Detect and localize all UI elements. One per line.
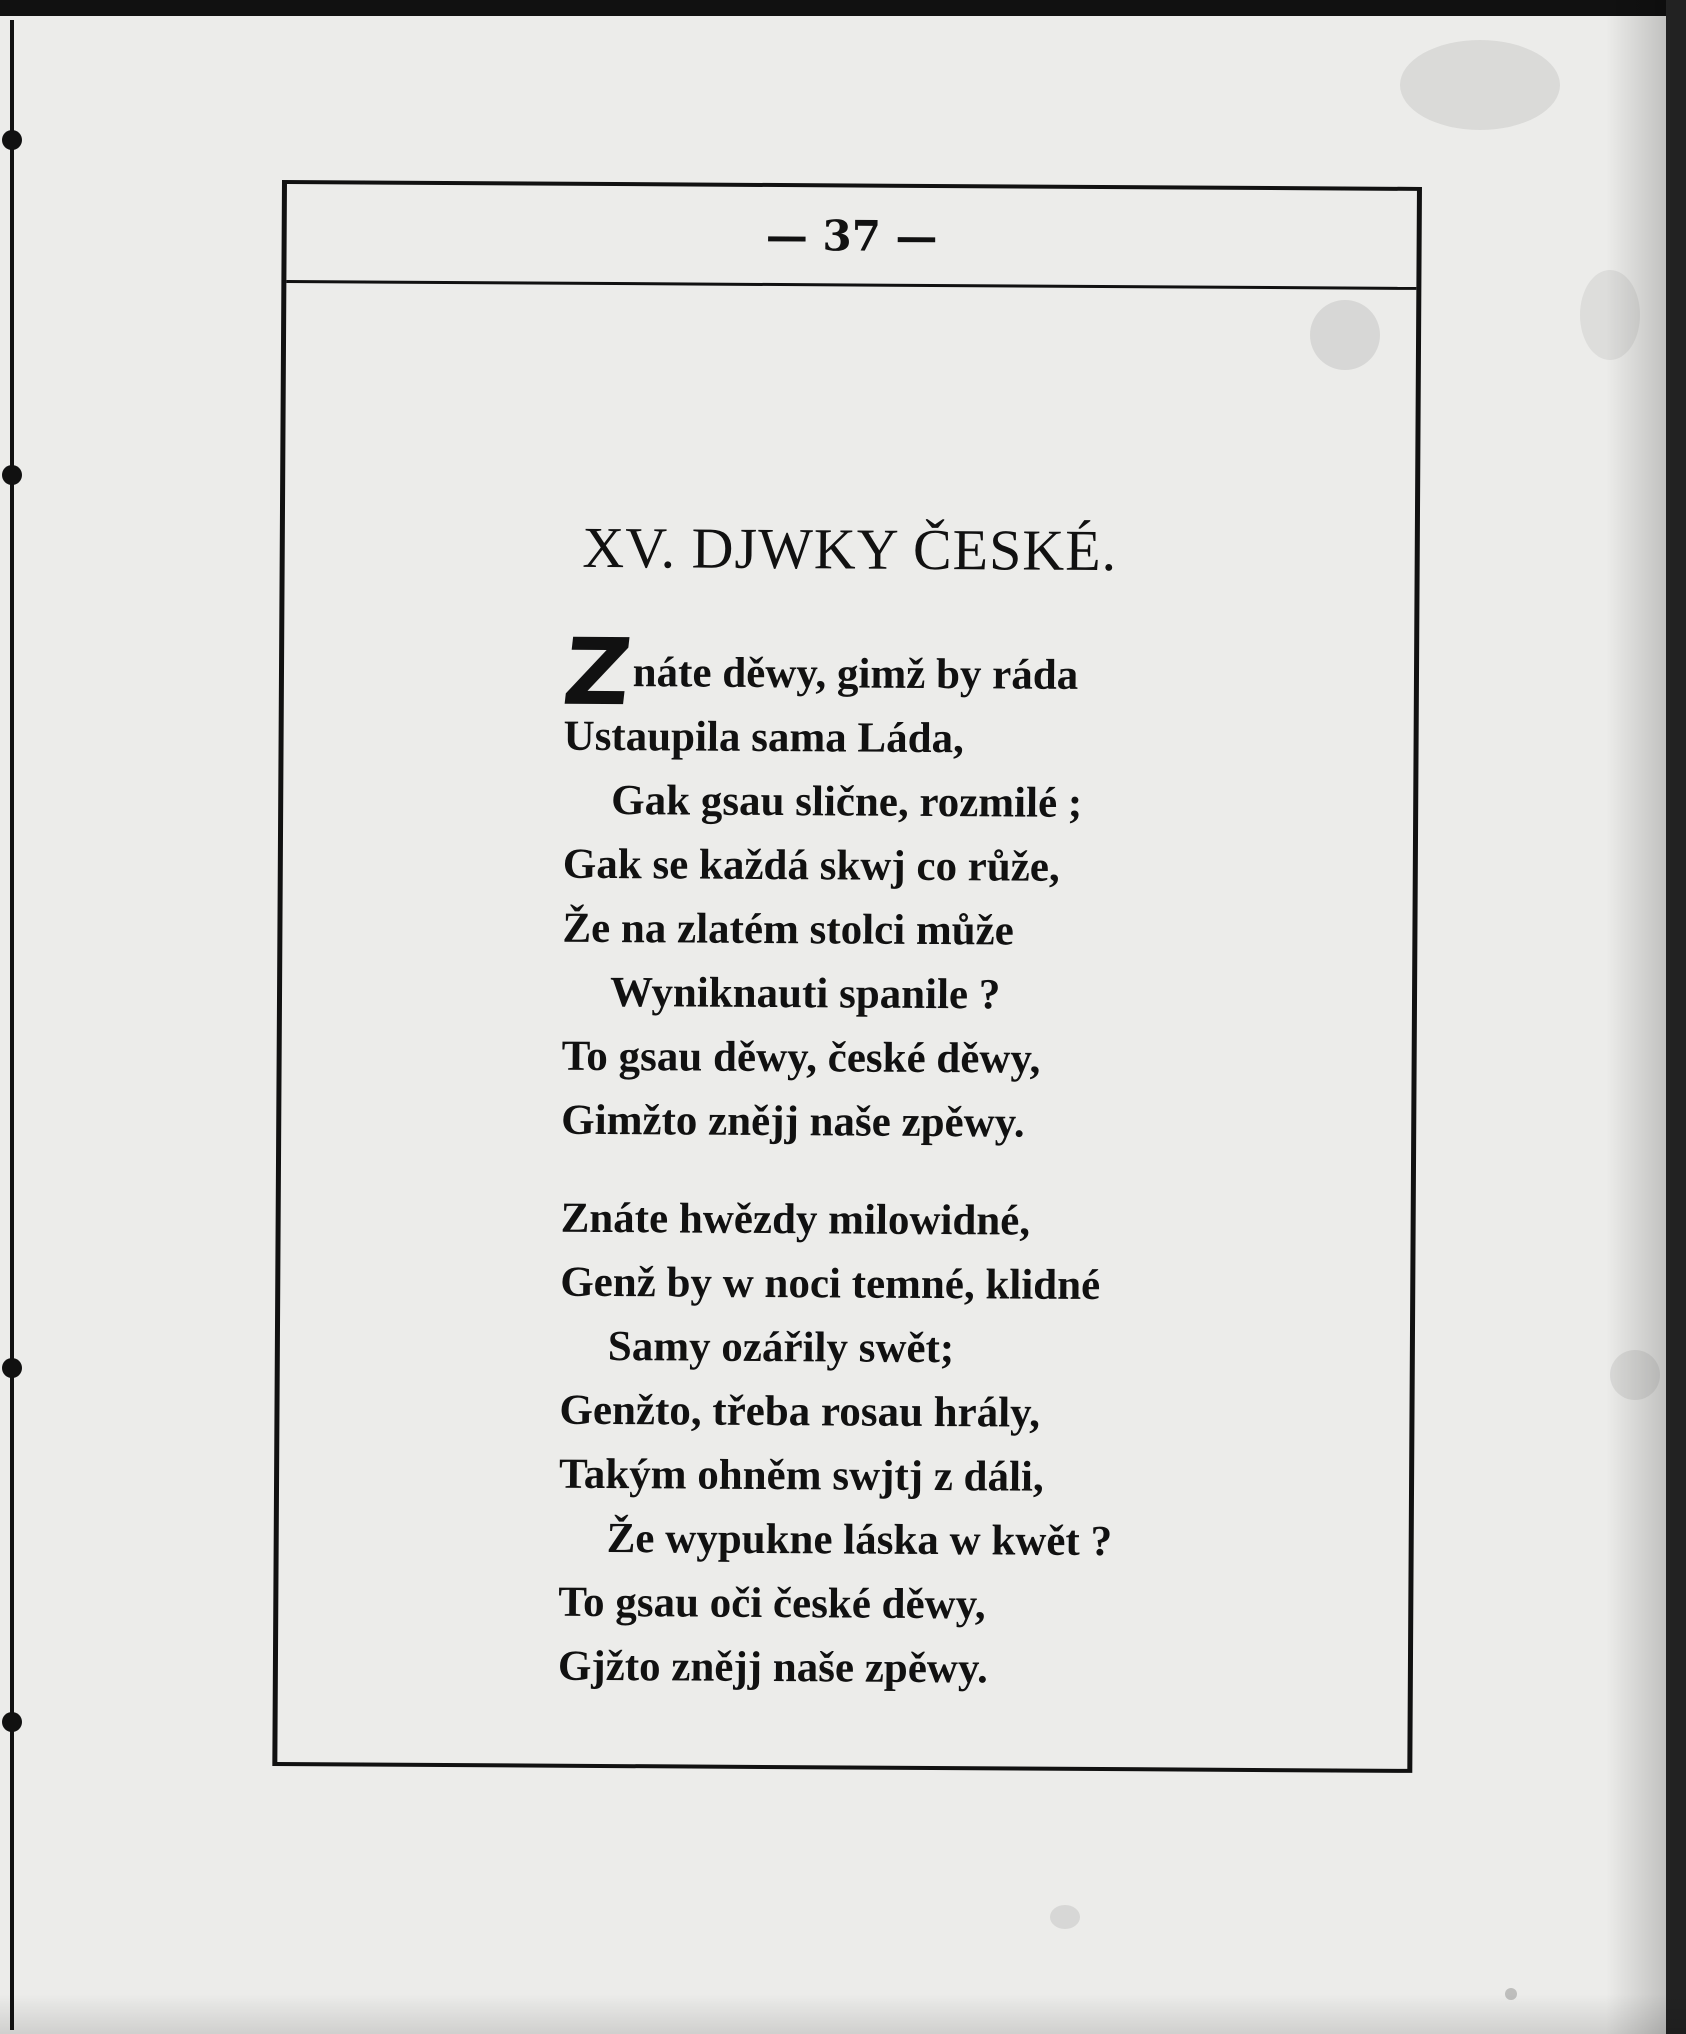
- paper-stain: [1610, 1350, 1660, 1400]
- poem-line: Ustaupila sama Láda,: [563, 712, 964, 763]
- paper-stain: [1050, 1905, 1080, 1929]
- poem-body: [557, 618, 1384, 1704]
- poem-line: Gimžto znějj naše zpěwy.: [561, 1096, 1025, 1147]
- poem-line: Genžto, třeba rosau hrály,: [559, 1386, 1041, 1437]
- binding-stitch: [2, 465, 22, 485]
- page-top-edge: [0, 0, 1686, 16]
- poem-line-text: náte děwy, gimž by ráda: [632, 649, 1079, 699]
- poem-line: To gsau děwy, české děwy,: [561, 1032, 1041, 1083]
- poem-line: Wyniknauti spanile ?: [609, 969, 1001, 1019]
- drop-cap: Z: [558, 618, 637, 727]
- binding-stitch: [2, 1712, 22, 1732]
- poem-line: Že na zlatém stolci může: [562, 904, 1014, 955]
- stanza-gap: [561, 1153, 1381, 1192]
- poem-line: Gjžto znějj naše zpěwy.: [557, 1642, 988, 1693]
- binding-stitch: [2, 130, 22, 150]
- poem-line: To gsau oči české děwy,: [558, 1578, 986, 1629]
- poem-line: Samy ozářily swět;: [607, 1323, 955, 1373]
- poem-line: Genž by w noci temné, klidné: [560, 1258, 1101, 1310]
- paper-speck: [1505, 1988, 1517, 2000]
- binding-stitch: [2, 1358, 22, 1378]
- poem-line: Znáte hwězdy milowidné,: [560, 1194, 1031, 1245]
- header-rule: [286, 280, 1416, 290]
- page-bottom-shadow: [0, 1994, 1686, 2034]
- paper-stain: [1400, 40, 1560, 130]
- paper-stain: [1580, 270, 1640, 360]
- poem-line: Že wypukne láska w kwět ?: [606, 1515, 1113, 1566]
- poem-line: [558, 618, 1384, 727]
- poem-line: Takým ohněm swjtj z dáli,: [558, 1450, 1044, 1501]
- poem-line: Gak gsau slične, rozmilé ;: [611, 777, 1083, 827]
- text-frame: [272, 180, 1422, 1773]
- page-number: — 37 —: [765, 210, 938, 262]
- poem-line: Gak se každá skwj co růže,: [562, 840, 1060, 891]
- poem-title: XV. DJWKY ČESKÉ.: [582, 514, 1118, 584]
- page-right-edge: [1666, 0, 1686, 2034]
